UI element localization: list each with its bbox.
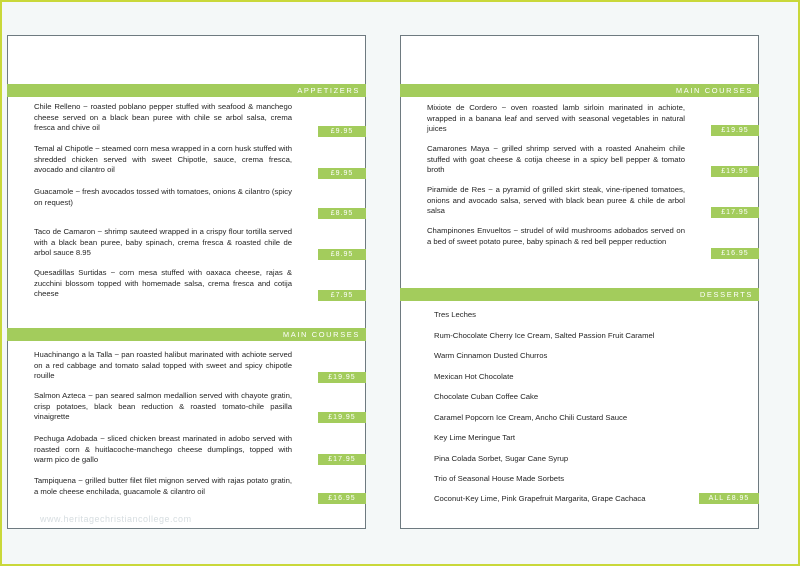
main-course-price: £19.95 [711,125,759,136]
dessert-item: Trio of Seasonal House Made Sorbets [434,474,565,483]
main-course-item: Salmon Azteca ~ pan seared salmon medallion served with chayote gratin, crisp potatoes, black bean reduction & roasted tomato-chile pasilla vinaigrette [34,391,292,422]
main-courses-header: MAIN COURSES [7,328,366,341]
appetizer-item: Chile Relleno ~ roasted poblano pepper stuffed with seafood & manchego cheese served on a black bean puree with chile se arbol salsa, crema fresca and chive oil [34,102,292,133]
main-course-item: Tampiquena ~ grilled butter filet filet mignon served with rajas potato gratin, a mole cheese enchilada, guacamole & cilantro oil [34,476,292,496]
dessert-item: Coconut-Key Lime, Pink Grapefruit Margarita, Grape Cachaca [434,494,646,503]
dessert-item: Pina Colada Sorbet, Sugar Cane Syrup [434,454,569,463]
main-course-item: Piramide de Res ~ a pyramid of grilled skirt steak, vine-ripened tomatoes, onions and avocado salsa, served with black bean puree & chile de arbol salsa [427,185,685,216]
appetizer-price: £9.95 [318,126,366,137]
main-course-price: £17.95 [318,454,366,465]
main-course-item: Huachinango a la Talla ~ pan roasted halibut marinated with achiote served on a red cabbage and tomato salad topped with sweet and spicy chipotle rouille [34,350,292,381]
menu-page-left [7,35,366,529]
appetizer-item: Quesadillas Surtidas ~ corn mesa stuffed with oaxaca cheese, rajas & zucchini blossom topped with homemade salsa, crema fresca and cotija cheese [34,268,292,299]
main-course-item: Pechuga Adobada ~ sliced chicken breast marinated in adobo served with roasted corn & huitlacoche-manchego cheese dumplings, topped with warm pico de gallo [34,434,292,465]
desserts-price: ALL £8.95 [699,493,759,504]
appetizer-price: £7.95 [318,290,366,301]
main-course-price: £16.95 [318,493,366,504]
main-courses-header: MAIN COURSES [400,84,759,97]
dessert-item: Caramel Popcorn Ice Cream, Ancho Chili Custard Sauce [434,413,628,422]
dessert-item: Key Lime Meringue Tart [434,433,516,442]
dessert-item: Chocolate Cuban Coffee Cake [434,392,539,401]
menu-page-right [400,35,759,529]
appetizer-price: £8.95 [318,208,366,219]
watermark-text: www.heritagechristiancollege.com [40,514,192,524]
main-course-item: Mixiote de Cordero ~ oven roasted lamb sirloin marinated in achiote, wrapped in a banana leaf and served with seasonal vegetables in natural juices [427,103,685,134]
appetizer-item: Temal al Chipotle ~ steamed corn mesa wrapped in a corn husk stuffed with shredded chicken served with sweet Chipotle, sauce, crema fresca, avocado and cilantro oil [34,144,292,175]
main-course-price: £19.95 [318,412,366,423]
desserts-header: DESSERTS [400,288,759,301]
appetizer-item: Taco de Camaron ~ shrimp sauteed wrapped in a crispy flour tortilla served with a black bean puree, baby spinach, crema fresca & roasted chile de arbol sauce 8.95 [34,227,292,258]
appetizers-header: APPETIZERS [7,84,366,97]
dessert-item: Warm Cinnamon Dusted Churros [434,351,548,360]
appetizer-price: £8.95 [318,249,366,260]
main-course-price: £19.95 [318,372,366,383]
main-course-price: £17.95 [711,207,759,218]
main-course-price: £16.95 [711,248,759,259]
appetizer-price: £9.95 [318,168,366,179]
dessert-item: Mexican Hot Chocolate [434,372,514,381]
dessert-item: Tres Leches [434,310,477,319]
dessert-item: Rum-Chocolate Cherry Ice Cream, Salted Passion Fruit Caramel [434,331,655,340]
appetizer-item: Guacamole ~ fresh avocados tossed with tomatoes, onions & cilantro (spicy on request) [34,187,292,207]
main-course-price: £19.95 [711,166,759,177]
main-course-item: Camarones Maya ~ grilled shrimp served with a roasted Anaheim chile stuffed with goat cheese & cotija cheese in a spicy bell pepper & tomato broth [427,144,685,175]
main-course-item: Champinones Envueltos ~ strudel of wild mushrooms adobados served on a bed of sweet potato puree, baby spinach & red bell pepper reduction [427,226,685,246]
